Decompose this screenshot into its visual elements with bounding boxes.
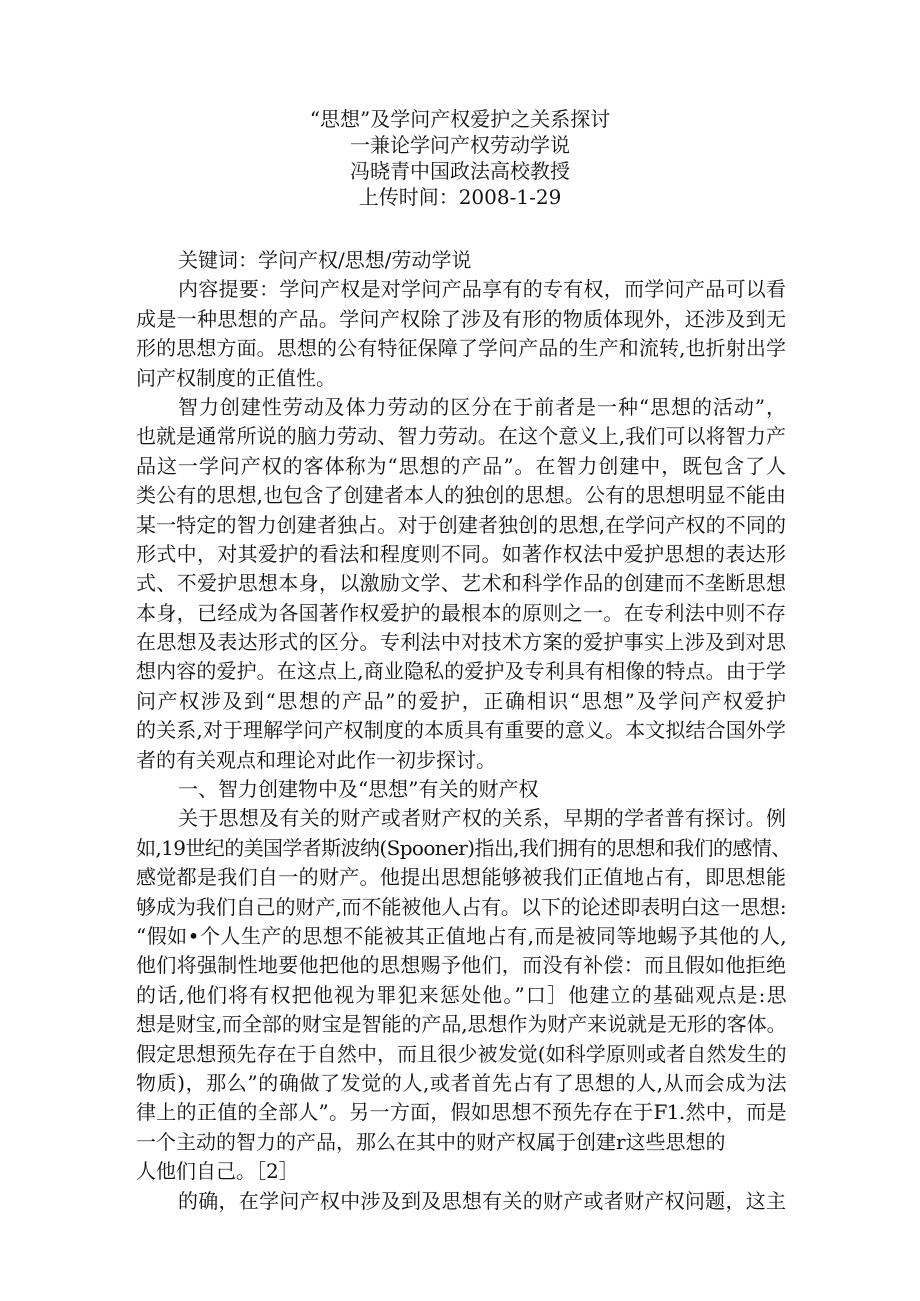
paragraph-line: 如,19世纪的美国学者斯波纳(Spooner)指出,我们拥有的思想和我们的感情、 <box>136 835 791 860</box>
abstract-line: 内容提要：学问产权是对学问产品享有的专有权，而学问产品可以看 <box>178 277 786 302</box>
paragraph-line: 感觉都是我们自一的财产。他提出思想能够被我们正值地占有，即思想能 <box>136 865 786 890</box>
paragraph-line: 本身，已经成为各国著作权爱护的最根本的原则之一。在专利法中则不存 <box>136 600 786 625</box>
document-author: 冯晓青中国政法高校教授 <box>350 159 570 183</box>
paragraph-line: 的确，在学问产权中涉及到及思想有关的财产或者财产权问题，这主 <box>178 1188 786 1213</box>
paragraph-line: 者的有关观点和理论对此作一初步探讨。 <box>136 747 496 772</box>
paragraph-line: 的关系,对于理解学问产权制度的本质具有重要的意义。本文拟结合国外学 <box>136 718 786 743</box>
paragraph-line: “假如•个人生产的思想不能被其正值地占有,而是被同等地蜴予其他的人, <box>136 923 786 948</box>
abstract-line: 形的思想方面。思想的公有特征保障了学问产品的生产和流转,也折射出学 <box>136 336 786 361</box>
upload-time: 上传时间：2008-1-29 <box>358 185 562 209</box>
section-heading: 一、智力创建物中及“思想”有关的财产权 <box>178 777 539 802</box>
paragraph-line: 也就是通常所说的脑力劳动、智力劳动。在这个意义上,我们可以将智力产 <box>136 424 786 449</box>
document-header <box>0 106 920 210</box>
document-subtitle: 一兼论学问产权劳动学说 <box>350 133 570 157</box>
paragraph-line: 类公有的思想,也包含了创建者本人的独创的思想。公有的思想明显不能由 <box>136 483 786 508</box>
paragraph-line: 一个主动的智力的产品，那么在其中的财产权属于创建r这些思想的 <box>136 1129 726 1154</box>
paragraph-line: 的话,他们将有权把他视为罪犯来惩处他。”口］他建立的基础观点是:思 <box>136 982 786 1007</box>
paragraph-line: 问产权涉及到“思想的产品”的爱护，正确相识“思想”及学问产权爱护 <box>136 688 786 713</box>
paragraph-line: 在思想及表达形式的区分。专利法中对技术方案的爱护事实上涉及到对思 <box>136 630 786 655</box>
paragraph-line: 想内容的爱护。在这点上,商业隐私的爱护及专利具有相像的特点。由于学 <box>136 659 786 684</box>
abstract-line: 成是一种思想的产品。学问产权除了涉及有形的物质体现外，还涉及到无 <box>136 306 786 331</box>
paragraph-line: 某一特定的智力创建者独占。对于创建者独创的思想,在学问产权的不同的 <box>136 512 786 537</box>
paragraph-line: 智力创建性劳动及体力劳动的区分在于前者是一种“思想的活动”， <box>178 394 786 419</box>
paragraph-line: 他们将强制性地要他把他的思想赐予他们，而没有补偿：而且假如他拒绝 <box>136 953 786 978</box>
paragraph-line: 品这一学问产权的客体称为“思想的产品”。在智力创建中，既包含了人 <box>136 453 786 478</box>
document-title: “思想”及学问产权爱护之关系探讨 <box>309 107 611 131</box>
paragraph-line: 形式中，对其爱护的看法和程度则不同。如著作权法中爱护思想的表达形 <box>136 541 786 566</box>
paragraph-line: 律上的正值的全部人”。另一方面，假如思想不预先存在于F1.然中，而是 <box>136 1100 786 1125</box>
paragraph-line: 关于思想及有关的财产或者财产权的关系，早期的学者普有探讨。例 <box>178 806 786 831</box>
abstract-line: 问产权制度的正值性。 <box>136 365 336 390</box>
document-body <box>136 246 791 1216</box>
paragraph-line: 想是财宝,而全部的财宝是智能的产品,思想作为财产来说就是无形的客体。 <box>136 1012 786 1037</box>
paragraph-line: 够成为我们自己的财产,而不能被他人占有。以下的论述即表明白这一思想: <box>136 894 786 919</box>
paragraph-line: 假定思想预先存在于自然中，而且很少被发觉(如科学原则或者自然发生的 <box>136 1041 786 1066</box>
paragraph-line: 式、不爱护思想本身，以激励文学、艺术和科学作品的创建而不垄断思想 <box>136 571 786 596</box>
keywords-line: 关键词：学问产权/思想/劳动学说 <box>178 248 472 272</box>
paragraph-line: 物质)，那么”的确做了发觉的人,或者首先占有了思想的人,从而会成为法 <box>136 1070 786 1095</box>
paragraph-line: 人他们自己。［2］ <box>136 1159 299 1184</box>
